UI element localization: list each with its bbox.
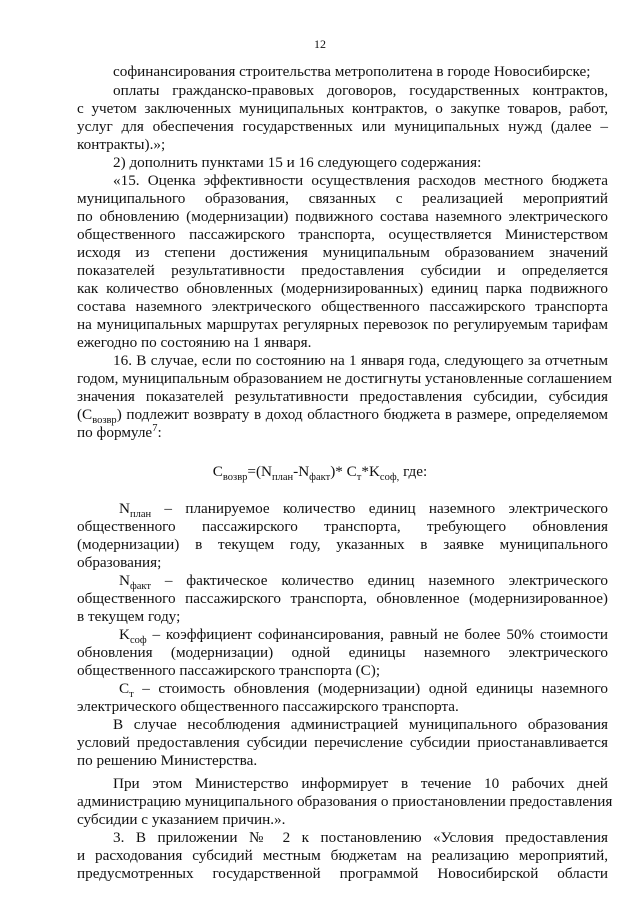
text-line: как количество обновленных (модернизированных) единиц парка подвижного	[77, 280, 608, 297]
text-line: годом, муниципальным образованием не достигнуты установленные соглашением	[77, 370, 613, 387]
text-line: муниципального образования, связанных с реализацией мероприятий	[77, 190, 608, 207]
text-line-formula-lead: по формуле$^7$:	[77, 422, 162, 441]
text-line: общественного пассажирского транспорта, осуществляется Министерством	[77, 226, 608, 243]
text-line: оплаты гражданско-правовых договоров, государственных контрактов,	[113, 82, 608, 99]
text-line: электрического общественного пассажирского транспорта.	[77, 698, 459, 715]
text-line: В случае несоблюдения администрацией муниципального образования	[113, 716, 608, 733]
text-line: (модернизации) в текущем году, указанных в заявке муниципального	[77, 536, 608, 553]
text-line: и расходования субсидий местным бюджетам на реализацию мероприятий,	[77, 847, 608, 864]
text-line: контракты).»;	[77, 136, 166, 153]
text-line: с учетом заключенных муниципальных контрактов, о закупке товаров, работ,	[77, 100, 608, 117]
text-line: по обновлению (модернизации) подвижного состава наземного электрического	[77, 208, 608, 225]
text-line: исходя из степени достижения муниципальным образованием значений	[77, 244, 608, 261]
text-line: услуг для обеспечения государственных или муниципальных нужд (далее –	[77, 118, 608, 135]
text-line: образования;	[77, 554, 162, 571]
definition-ct: $С_т$ – стоимость обновления (модернизации) одной единицы наземного	[119, 680, 608, 701]
text-line: общественного пассажирского транспорта (С);	[77, 662, 381, 679]
text-line: обновления (модернизации) одной единицы наземного электрического	[77, 644, 608, 661]
text-line: «15. Оценка эффективности осуществления расходов местного бюджета	[113, 172, 608, 189]
definition-ksof: $K_{соф}$ – коэффициент софинансирования, равный не более 50% стоимости	[119, 626, 608, 647]
text-line: общественного пассажирского транспорта, требующего обновления	[77, 518, 608, 535]
text-line: показателей результативности предоставления субсидии и определяется	[77, 262, 608, 279]
text-line: 16. В случае, если по состоянию на 1 января года, следующего за отчетным	[113, 352, 608, 369]
text-line: по решению Министерства.	[77, 752, 258, 769]
text-line: софинансирования строительства метрополитена в городе Новосибирске;	[113, 63, 591, 80]
text-line: на муниципальных маршрутах регулярных перевозок по регулируемым тарифам	[77, 316, 608, 333]
text-line: 3. В приложении № 2 к постановлению «Условия предоставления	[113, 829, 608, 846]
text-line: администрацию муниципального образования о приостановлении предоставления	[77, 793, 613, 810]
text-line: условий предоставления субсидии перечисление субсидии приостанавливается	[77, 734, 608, 751]
text-line: в текущем году;	[77, 608, 181, 625]
text-line: ежегодно по состоянию на 1 января.	[77, 334, 312, 351]
text-line: общественного пассажирского транспорта, обновленное (модернизированное)	[77, 590, 608, 607]
definition-nfakt: $N_{факт}$ – фактическое количество единиц наземного электрического	[119, 572, 608, 593]
text-line: При этом Министерство информирует в течение 10 рабочих дней	[113, 775, 608, 792]
text-line: субсидии с указанием причин.».	[77, 811, 286, 828]
text-line: состава наземного электрического общественного пассажирского транспорта	[77, 298, 608, 315]
text-line: значения показателей результативности предоставления субсидии, субсидия	[77, 388, 608, 405]
definition-nplan: $N_{план}$ – планируемое количество единиц наземного электрического	[119, 500, 608, 521]
formula: $С_{возвр}=(N_{план}-N_{факт})*$ $С_т*K_{соф,}$ где:	[212, 463, 428, 484]
text-line: предусмотренных государственной программой Новосибирской области	[77, 865, 608, 882]
text-line-vozvr: $(С_{возвр})$ подлежит возврату в доход областного бюджета в размере, определяемом	[77, 406, 608, 427]
page-number: 12	[314, 37, 326, 51]
text-line: 2) дополнить пунктами 15 и 16 следующего содержания:	[113, 154, 482, 171]
